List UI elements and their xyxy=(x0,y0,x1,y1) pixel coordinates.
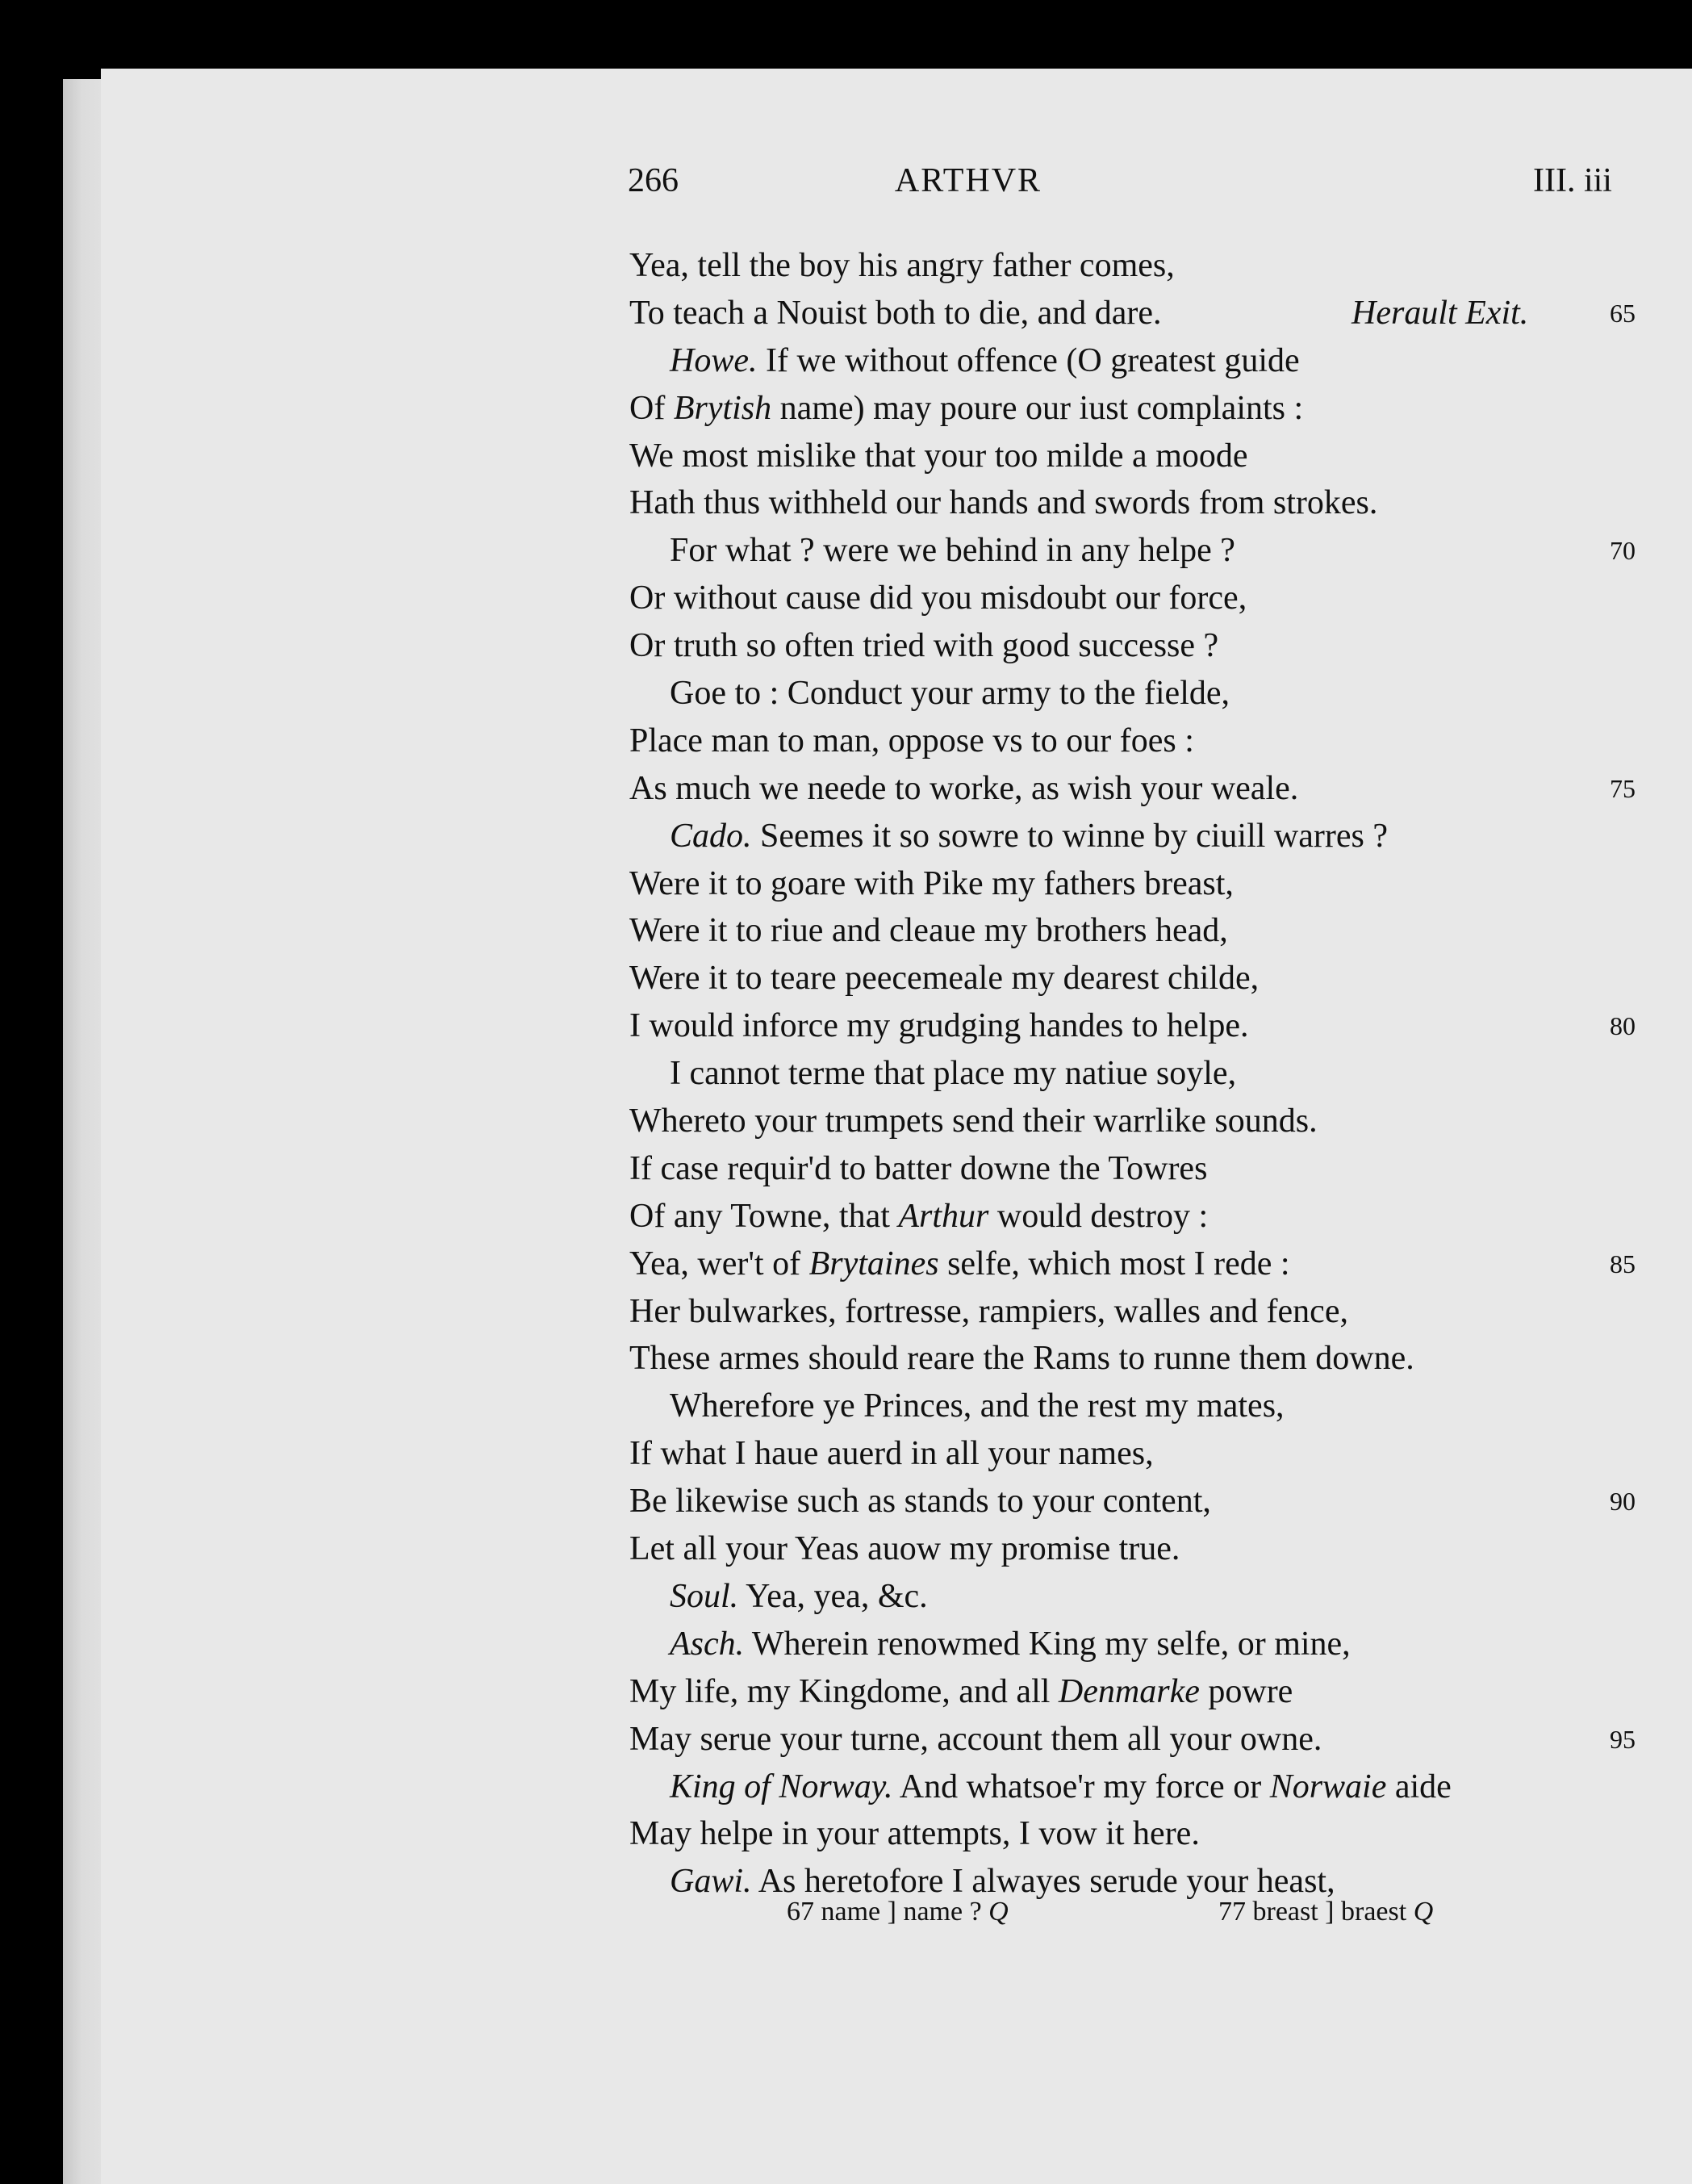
verse-line-text xyxy=(629,390,1303,427)
verse-fragment: Yea, tell the boy his angry father comes, xyxy=(629,247,1175,284)
verse-line-text xyxy=(629,1198,1208,1235)
verse-line xyxy=(629,1478,1636,1525)
italic-name: Norwaie xyxy=(1269,1768,1387,1805)
verse-line xyxy=(629,1810,1630,1858)
verse-fragment: Or without cause did you misdoubt our force, xyxy=(629,579,1247,617)
verse-line-text xyxy=(629,1293,1348,1330)
verse-line xyxy=(629,1050,1630,1098)
verse-fragment: Wherein renowmed King my selfe, or mine, xyxy=(751,1625,1351,1663)
footnote-67 xyxy=(787,1897,1009,1945)
verse-fragment: selfe, which most I rede : xyxy=(938,1245,1290,1282)
stage-direction: Herault Exit. xyxy=(1352,294,1529,332)
running-title: ARTHVR xyxy=(894,162,1042,199)
verse-fragment: Yea, wer't of xyxy=(629,1245,809,1282)
speaker-name: Asch. xyxy=(670,1625,745,1663)
verse-line xyxy=(629,813,1630,860)
verse-line-text xyxy=(629,1007,1248,1044)
verse-line-text xyxy=(629,1055,1236,1092)
verse-line xyxy=(629,718,1630,765)
verse-line xyxy=(629,955,1630,1002)
verse-fragment: Let all your Yeas auow my promise true. xyxy=(629,1530,1180,1568)
verse-line xyxy=(629,242,1630,290)
verse-line xyxy=(629,1668,1630,1716)
verse-fragment: Seemes it so sowre to winne by ciuill warres ? xyxy=(760,817,1388,855)
verse-line-text xyxy=(629,579,1247,617)
speaker-name: Howe. xyxy=(670,341,758,379)
verse-fragment: Of any Towne, that xyxy=(629,1197,899,1235)
verse-line-text xyxy=(629,1815,1200,1852)
verse-fragment: If case requir'd to batter downe the Towres xyxy=(629,1149,1208,1187)
speaker-name: Cado. xyxy=(670,817,752,855)
verse-line xyxy=(629,385,1630,433)
verse-fragment: name) may poure our iust complaints : xyxy=(771,389,1304,427)
verse-line xyxy=(629,860,1630,908)
verse-fragment: Whereto your trumpets send their warrlike sounds. xyxy=(629,1102,1318,1140)
verse-fragment: To teach a Nouist both to die, and dare. xyxy=(629,294,1162,332)
verse-line-text xyxy=(629,1387,1285,1425)
verse-line-text xyxy=(629,1340,1414,1377)
italic-name: Brytish xyxy=(673,389,772,427)
verse-fragment: We most mislike that your too milde a moode xyxy=(629,437,1248,475)
verse-line xyxy=(629,670,1630,718)
footnote-source: Q xyxy=(1413,1897,1434,1927)
verse-line xyxy=(629,907,1630,955)
verse-line-text xyxy=(629,342,1300,379)
verse-fragment: powre xyxy=(1199,1672,1293,1710)
verse-fragment: Wherefore ye Princes, and the rest my mates, xyxy=(670,1387,1285,1425)
verse-fragment: My life, my Kingdome, and all xyxy=(629,1672,1059,1710)
line-number: 80 xyxy=(1610,1011,1636,1041)
verse-line-text xyxy=(629,770,1298,807)
verse-fragment: Her bulwarkes, fortresse, rampiers, walles and fence, xyxy=(629,1292,1348,1330)
italic-name: Arthur xyxy=(898,1197,989,1235)
verse-fragment: May serue your turne, account them all your owne. xyxy=(629,1720,1322,1758)
verse-line xyxy=(629,575,1630,622)
verse-line-text xyxy=(629,247,1175,284)
verse-line xyxy=(629,433,1630,480)
italic-name: Brytaines xyxy=(808,1245,939,1282)
verse-fragment: Were it to riue and cleaue my brothers head, xyxy=(629,912,1228,950)
verse-fragment: Yea, yea, &c. xyxy=(746,1577,928,1615)
verse-line-text xyxy=(629,295,1162,332)
verse-fragment: Goe to : Conduct your army to the fielde, xyxy=(670,675,1230,713)
verse-fragment: aide xyxy=(1386,1768,1452,1805)
verse-line xyxy=(629,527,1636,575)
verse-fragment: And whatsoe'r my force or xyxy=(899,1768,1270,1805)
verse-line xyxy=(629,1145,1630,1193)
verse-line xyxy=(629,1716,1636,1764)
verse-fragment: Were it to teare peecemeale my dearest childe, xyxy=(629,960,1260,998)
verse-line xyxy=(629,290,1636,337)
verse-fragment: May helpe in your attempts, I vow it here. xyxy=(629,1815,1200,1853)
line-number: 90 xyxy=(1610,1487,1636,1517)
verse-line-text xyxy=(629,1578,928,1615)
line-number: 65 xyxy=(1610,298,1636,328)
verse-line xyxy=(629,1098,1630,1145)
verse-line-text xyxy=(629,865,1234,902)
verse-line xyxy=(629,1764,1630,1811)
verse-fragment: Or truth so often tried with good successe ? xyxy=(629,627,1219,665)
verse-line xyxy=(629,1383,1630,1430)
verse-fragment: I cannot terme that place my natiue soyle, xyxy=(670,1055,1237,1093)
verse-line-text xyxy=(629,1483,1211,1520)
verse-line xyxy=(629,1525,1630,1573)
verse-line xyxy=(629,1573,1630,1621)
verse-fragment: Of xyxy=(629,389,674,427)
verse-fragment: These armes should reare the Rams to runne them downe. xyxy=(629,1340,1414,1378)
footnote-text: 67 name ] name ? xyxy=(787,1897,989,1927)
verse-line xyxy=(629,337,1630,385)
verse-line-text xyxy=(629,484,1377,521)
verse-line xyxy=(629,1288,1630,1336)
verse-line xyxy=(629,1858,1630,1906)
verse-line-text xyxy=(629,1530,1180,1567)
verse-line-text xyxy=(629,1863,1335,1900)
verse-line xyxy=(629,479,1630,527)
verse-line-text xyxy=(629,1102,1318,1140)
verse-fragment: Were it to goare with Pike my fathers breast, xyxy=(629,864,1234,902)
act-scene-reference: III. iii xyxy=(1533,162,1612,199)
verse-fragment: As heretofore I alwayes serude your heast, xyxy=(758,1863,1335,1901)
verse-line-text xyxy=(629,1150,1207,1187)
verse-line-text xyxy=(629,627,1218,664)
verse-line xyxy=(629,1002,1636,1050)
verse-line-text xyxy=(629,912,1228,949)
verse-fragment: Be likewise such as stands to your content, xyxy=(629,1483,1211,1521)
speaker-name: Soul. xyxy=(670,1577,739,1615)
verse-fragment: For what ? were we behind in any helpe ? xyxy=(670,532,1235,570)
verse-fragment: If what I haue auerd in all your names, xyxy=(629,1435,1154,1473)
verse-line xyxy=(629,622,1630,670)
page-number: 266 xyxy=(628,162,679,199)
verse-line xyxy=(629,1241,1636,1288)
verse-line-text xyxy=(629,1721,1322,1758)
verse-line-text xyxy=(629,1435,1154,1472)
verse-fragment: As much we neede to worke, as wish your weale. xyxy=(629,769,1299,807)
italic-name: Denmarke xyxy=(1058,1672,1200,1710)
verse-line xyxy=(629,1621,1630,1668)
verse-line-text xyxy=(629,818,1388,855)
line-number: 75 xyxy=(1610,773,1636,803)
verse-fragment: Place man to man, oppose vs to our foes : xyxy=(629,722,1194,759)
speaker-name: King of Norway. xyxy=(670,1768,893,1805)
verse-fragment: I would inforce my grudging handes to helpe. xyxy=(629,1007,1249,1045)
verse-line xyxy=(629,765,1636,813)
line-number: 85 xyxy=(1610,1249,1636,1278)
verse-line-text xyxy=(629,1768,1452,1805)
verse-line-text xyxy=(629,675,1230,712)
verse-line xyxy=(629,1335,1630,1383)
verse-fragment: would destroy : xyxy=(988,1197,1209,1235)
verse-line xyxy=(629,1193,1630,1241)
verse-line-text xyxy=(629,960,1259,997)
verse-line-text xyxy=(629,437,1248,475)
footnote-77 xyxy=(1218,1897,1433,1945)
line-number: 95 xyxy=(1610,1724,1636,1754)
verse-fragment: If we without offence (O greatest guide xyxy=(766,341,1300,379)
footnote-source: Q xyxy=(988,1897,1009,1927)
verse-text xyxy=(629,242,1636,1906)
line-number: 70 xyxy=(1610,536,1636,566)
verse-line-text xyxy=(629,532,1235,569)
speaker-name: Gawi. xyxy=(670,1863,752,1901)
footnote-text: 77 breast ] braest xyxy=(1218,1897,1414,1927)
verse-line xyxy=(629,1430,1630,1478)
verse-line-text xyxy=(629,722,1194,759)
verse-line-text xyxy=(629,1245,1290,1282)
verse-fragment: Hath thus withheld our hands and swords from strokes. xyxy=(629,484,1378,522)
verse-line-text xyxy=(629,1625,1351,1663)
verse-line-text xyxy=(629,1673,1293,1710)
